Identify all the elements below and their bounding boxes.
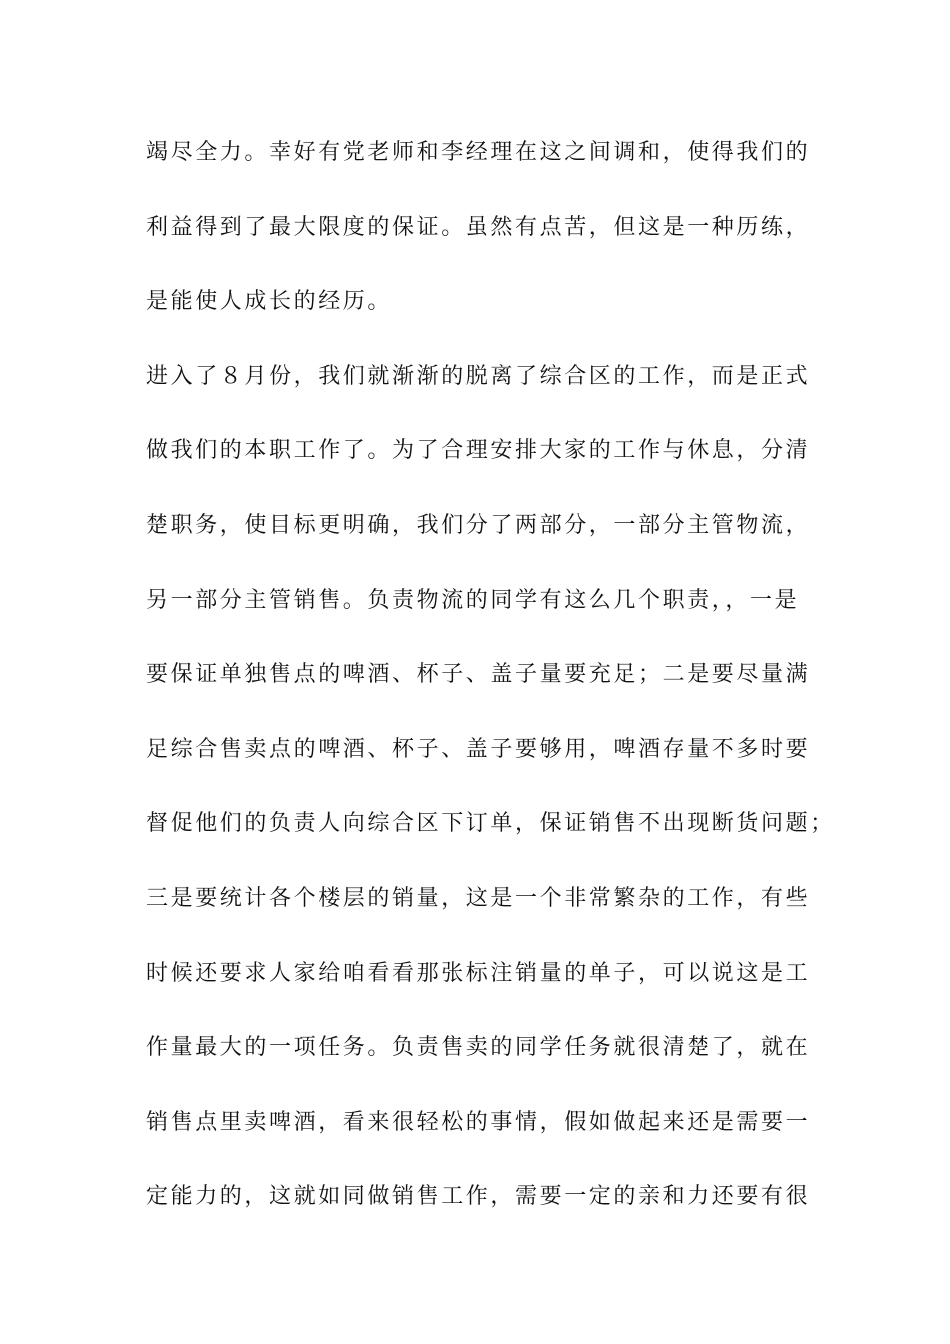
text-line: 是能使人成长的经历。 — [146, 289, 393, 315]
text-line: 定能力的，这就如同做销售工作，需要一定的亲和力还要有很 — [146, 1184, 811, 1210]
text-line: 督促他们的负责人向综合区下订单，保证销售不出现断货问题； — [146, 811, 835, 837]
text-line: 楚职务，使目标更明确，我们分了两部分，一部分主管物流， — [146, 512, 811, 538]
text-line: 足综合售卖点的啤酒、杯子、盖子要够用，啤酒存量不多时要 — [146, 736, 811, 762]
body-text — [146, 130, 836, 1249]
text-line: 要保证单独售点的啤酒、杯子、盖子量要充足；二是要尽量满 — [146, 662, 811, 688]
text-line: 另一部分主管销售。负责物流的同学有这么几个职责，，一是 — [146, 587, 800, 613]
text-line: 时候还要求人家给咱看看那张标注销量的单子，可以说这是工 — [146, 960, 811, 986]
text-line: 利益得到了最大限度的保证。虽然有点苦，但这是一种历练， — [146, 214, 811, 240]
text-line: 做我们的本职工作了。为了合理安排大家的工作与休息，分清 — [146, 438, 811, 464]
text-line: 进入了８月份，我们就渐渐的脱离了综合区的工作，而是正式 — [146, 363, 811, 389]
text-line: 作量最大的一项任务。负责售卖的同学任务就很清楚了，就在 — [146, 1035, 811, 1061]
text-line: 竭尽全力。幸好有党老师和李经理在这之间调和，使得我们的 — [146, 140, 811, 165]
text-line: 销售点里卖啤酒，看来很轻松的事情，假如做起来还是需要一 — [146, 1109, 811, 1135]
text-line: 三是要统计各个楼层的销量，这是一个非常繁杂的工作，有些 — [146, 885, 811, 911]
